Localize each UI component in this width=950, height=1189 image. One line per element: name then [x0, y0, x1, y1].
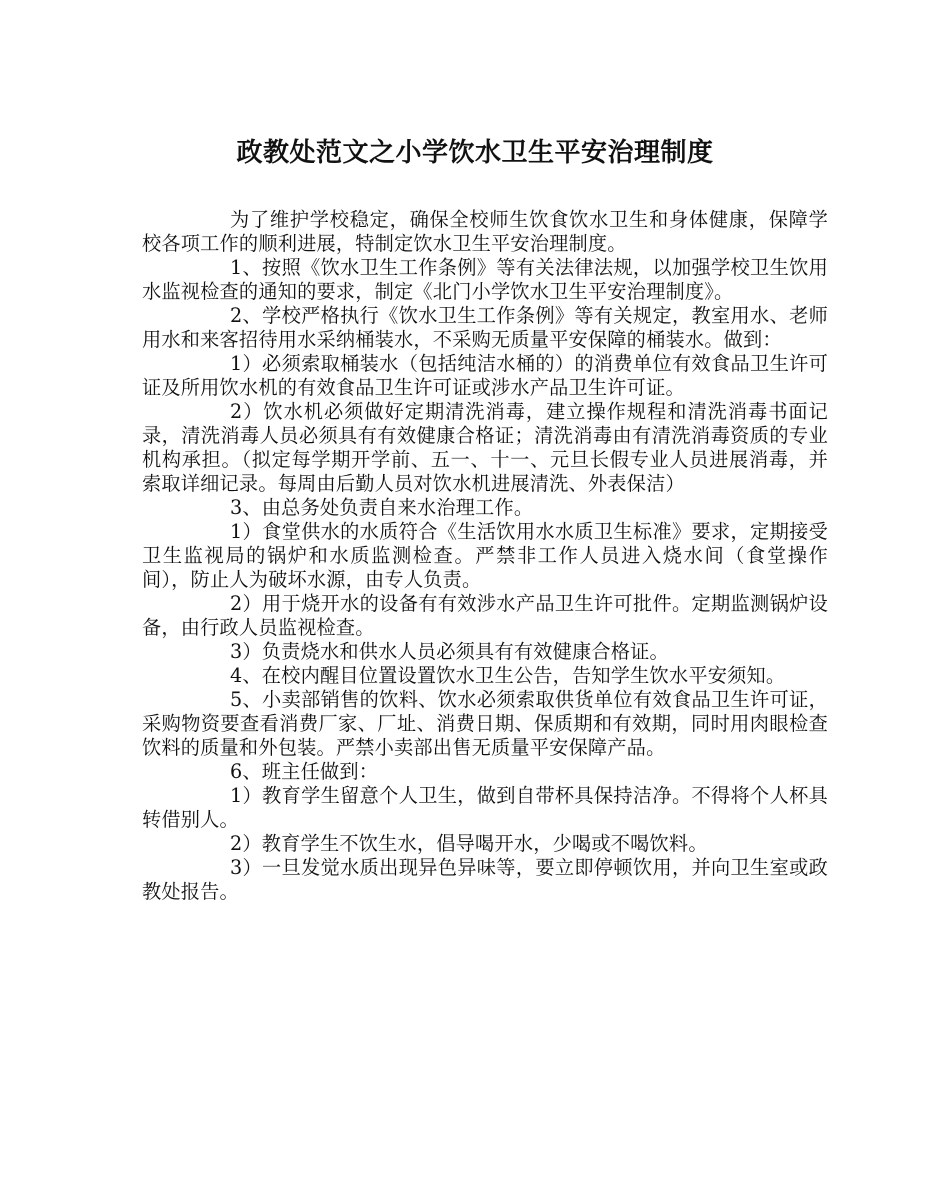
paragraph-item-3-1: 1）食堂供水的水质符合《生活饮用水水质卫生标准》要求，定期接受卫生监视局的锅炉和水质监测检查。严禁非工作人员进入烧水间（食堂操作间），防止人为破坏水源，由专人负责。 — [142, 520, 828, 591]
paragraph-item-3: 3、由总务处负责自来水治理工作。 — [230, 496, 534, 519]
document-body — [142, 208, 828, 904]
paragraph-item-3-3: 3）负责烧水和供水人员必须具有有效健康合格证。 — [230, 640, 669, 663]
paragraph-item-6: 6、班主任做到： — [230, 760, 379, 783]
paragraph-item-3-2: 2）用于烧开水的设备有有效涉水产品卫生许可批件。定期监测锅炉设备，由行政人员监视检查。 — [142, 592, 828, 639]
paragraph-item-4: 4、在校内醒目位置设置饮水卫生公告，告知学生饮水平安须知。 — [230, 664, 786, 687]
paragraph-item-6-1: 1）教育学生留意个人卫生，做到自带杯具保持洁净。不得将个人杯具转借别人。 — [142, 784, 828, 831]
paragraph-item-6-2: 2）教育学生不饮生水，倡导喝开水，少喝或不喝饮料。 — [230, 832, 708, 855]
paragraph-item-6-3: 3）一旦发觉水质出现异色异味等，要立即停顿饮用，并向卫生室或政教处报告。 — [142, 856, 828, 903]
paragraph-intro: 为了维护学校稳定，确保全校师生饮食饮水卫生和身体健康，保障学校各项工作的顺利进展，特制定饮水卫生平安治理制度。 — [142, 208, 828, 255]
paragraph-item-1: 1、按照《饮水卫生工作条例》等有关法律法规，以加强学校卫生饮用水监视检查的通知的要求，制定《北门小学饮水卫生平安治理制度》。 — [142, 256, 828, 303]
paragraph-item-2-2: 2）饮水机必须做好定期清洗消毒，建立操作规程和清洗消毒书面记录，清洗消毒人员必须具有有效健康合格证；清洗消毒由有清洗消毒资质的专业机构承担。（拟定每学期开学前、五一、十一、元旦长假专业人员进展消毒，并索取详细记录。每周由后勤人员对饮水机进展清洗、外表保洁） — [142, 400, 828, 495]
paragraph-item-5: 5、小卖部销售的饮料、饮水必须索取供货单位有效食品卫生许可证，采购物资要查看消费厂家、厂址、消费日期、保质期和有效期，同时用肉眼检查饮料的质量和外包装。严禁小卖部出售无质量平安保障产品。 — [142, 688, 828, 759]
document-title: 政教处范文之小学饮水卫生平安治理制度 — [236, 138, 714, 168]
paragraph-item-2-1: 1）必须索取桶装水（包括纯洁水桶的）的消费单位有效食品卫生许可证及所用饮水机的有效食品卫生许可证或涉水产品卫生许可证。 — [142, 352, 828, 399]
paragraph-item-2: 2、学校严格执行《饮水卫生工作条例》等有关规定，教室用水、老师用水和来客招待用水采纳桶装水，不采购无质量平安保障的桶装水。做到： — [142, 304, 828, 351]
